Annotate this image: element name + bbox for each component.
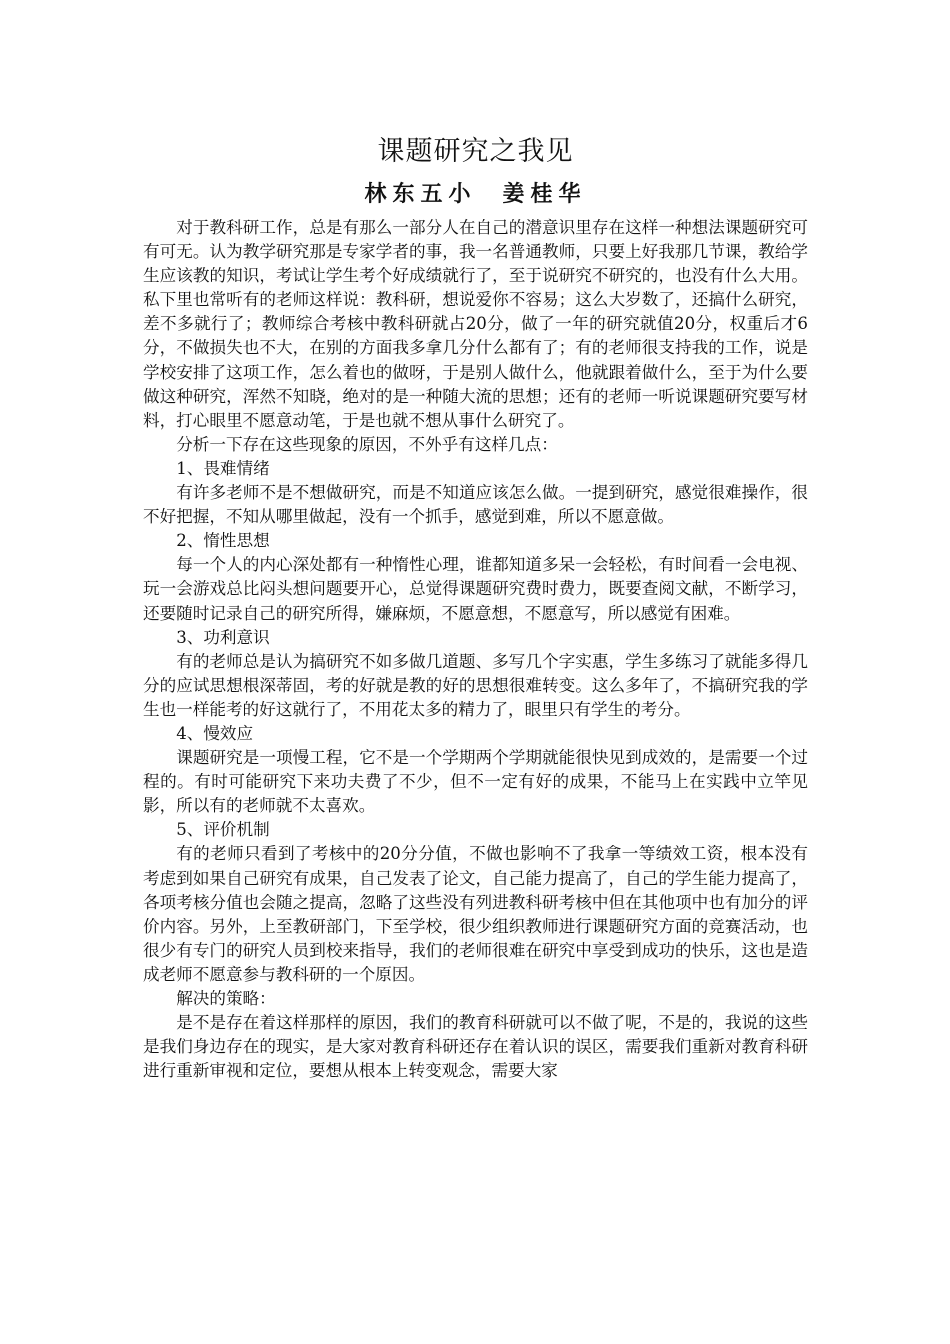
section-heading: 3、功利意识 xyxy=(176,627,270,647)
section-heading: 5、评价机制 xyxy=(176,820,270,840)
document-page xyxy=(143,130,808,1083)
author-line xyxy=(143,174,808,214)
paragraph: 课题研究是一项慢工程，它不是一个学期两个学期就能很快见到成效的，是需要一个过程的。有时可能研究下来功夫费了不少，但不一定有好的成果，不能马上在实践中立竿见影，所以有的老师就不太喜欢。 xyxy=(143,748,808,816)
paragraph: 对于教科研工作，总是有那么一部分人在自己的潜意识里存在这样一种想法课题研究可有可无。认为教学研究那是专家学者的事，我一名普通教师，只要上好我那几节课，教给学生应该教的知识，考试让学生考个好成绩就行了，至于说研究不研究的，也没有什么大用。私下里也常听有的老师这样说：教科研，想说爱你不容易；这么大岁数了，还搞什么研究，差不多就行了；教师综合考核中教科研就占20分，做了一年的研究就值20分，权重后才6分，不做损失也不大，在别的方面我多拿几分什么都有了；有的老师很支持我的工作，说是学校安排了这项工作，怎么着也的做呀，于是别人做什么，他就跟着做什么，至于为什么要做这种研究，浑然不知晓，绝对的是一种随大流的思想；还有的老师一听说课题研究要写材料，打心眼里不愿意动笔，于是也就不想从事什么研究了。 xyxy=(143,218,808,430)
paragraph: 每一个人的内心深处都有一种惰性心理，谁都知道多呆一会轻松，有时间看一会电视、玩一会游戏总比闷头想问题要开心，总觉得课题研究费时费力，既要查阅文献，不断学习，还要随时记录自己的研究所得，嫌麻烦，不愿意想，不愿意写，所以感觉有困难。 xyxy=(143,555,808,623)
paragraph: 分析一下存在这些现象的原因，不外乎有这样几点： xyxy=(176,434,558,454)
author-school: 林东五小 xyxy=(364,181,477,207)
paragraph: 是不是存在着这样那样的原因，我们的教育科研就可以不做了呢，不是的，我说的这些是我们身边存在的现实，是大家对教育科研还存在着认识的误区，需要我们重新对教育科研进行重新审视和定位，要想从根本上转变观念，需要大家 xyxy=(143,1013,808,1081)
document-title: 课题研究之我见 xyxy=(377,136,574,167)
section-heading: 4、慢效应 xyxy=(176,723,254,743)
paragraph: 有的老师只看到了考核中的20分分值，不做也影响不了我拿一等绩效工资，根本没有考虑到如果自己研究有成果，自己发表了论文，自己能力提高了，自己的学生能力提高了，各项考核分值也会随之提高，忽略了这些没有列进教科研考核中但在其他项中也有加分的评价内容。另外，上至教研部门，下至学校，很少组织教师进行课题研究方面的竞赛活动，也很少有专门的研究人员到校来指导，我们的老师很难在研究中享受到成功的快乐，这也是造成老师不愿意参与教科研的一个原因。 xyxy=(143,844,808,984)
author-name: 姜桂华 xyxy=(502,181,587,207)
section-heading: 1、畏难情绪 xyxy=(176,458,270,478)
paragraph: 有的老师总是认为搞研究不如多做几道题、多写几个字实惠，学生多练习了就能多得几分的应试思想根深蒂固，考的好就是教的好的思想很难转变。这么多年了，不搞研究我的学生也一样能考的好这就行了，不用花太多的精力了，眼里只有学生的考分。 xyxy=(143,651,808,719)
section-heading: 2、惰性思想 xyxy=(176,531,270,551)
paragraph: 有许多老师不是不想做研究，而是不知道应该怎么做。一提到研究，感觉很难操作，很不好把握，不知从哪里做起，没有一个抓手，感觉到难，所以不愿意做。 xyxy=(143,483,808,527)
section-heading: 解决的策略： xyxy=(176,989,276,1008)
